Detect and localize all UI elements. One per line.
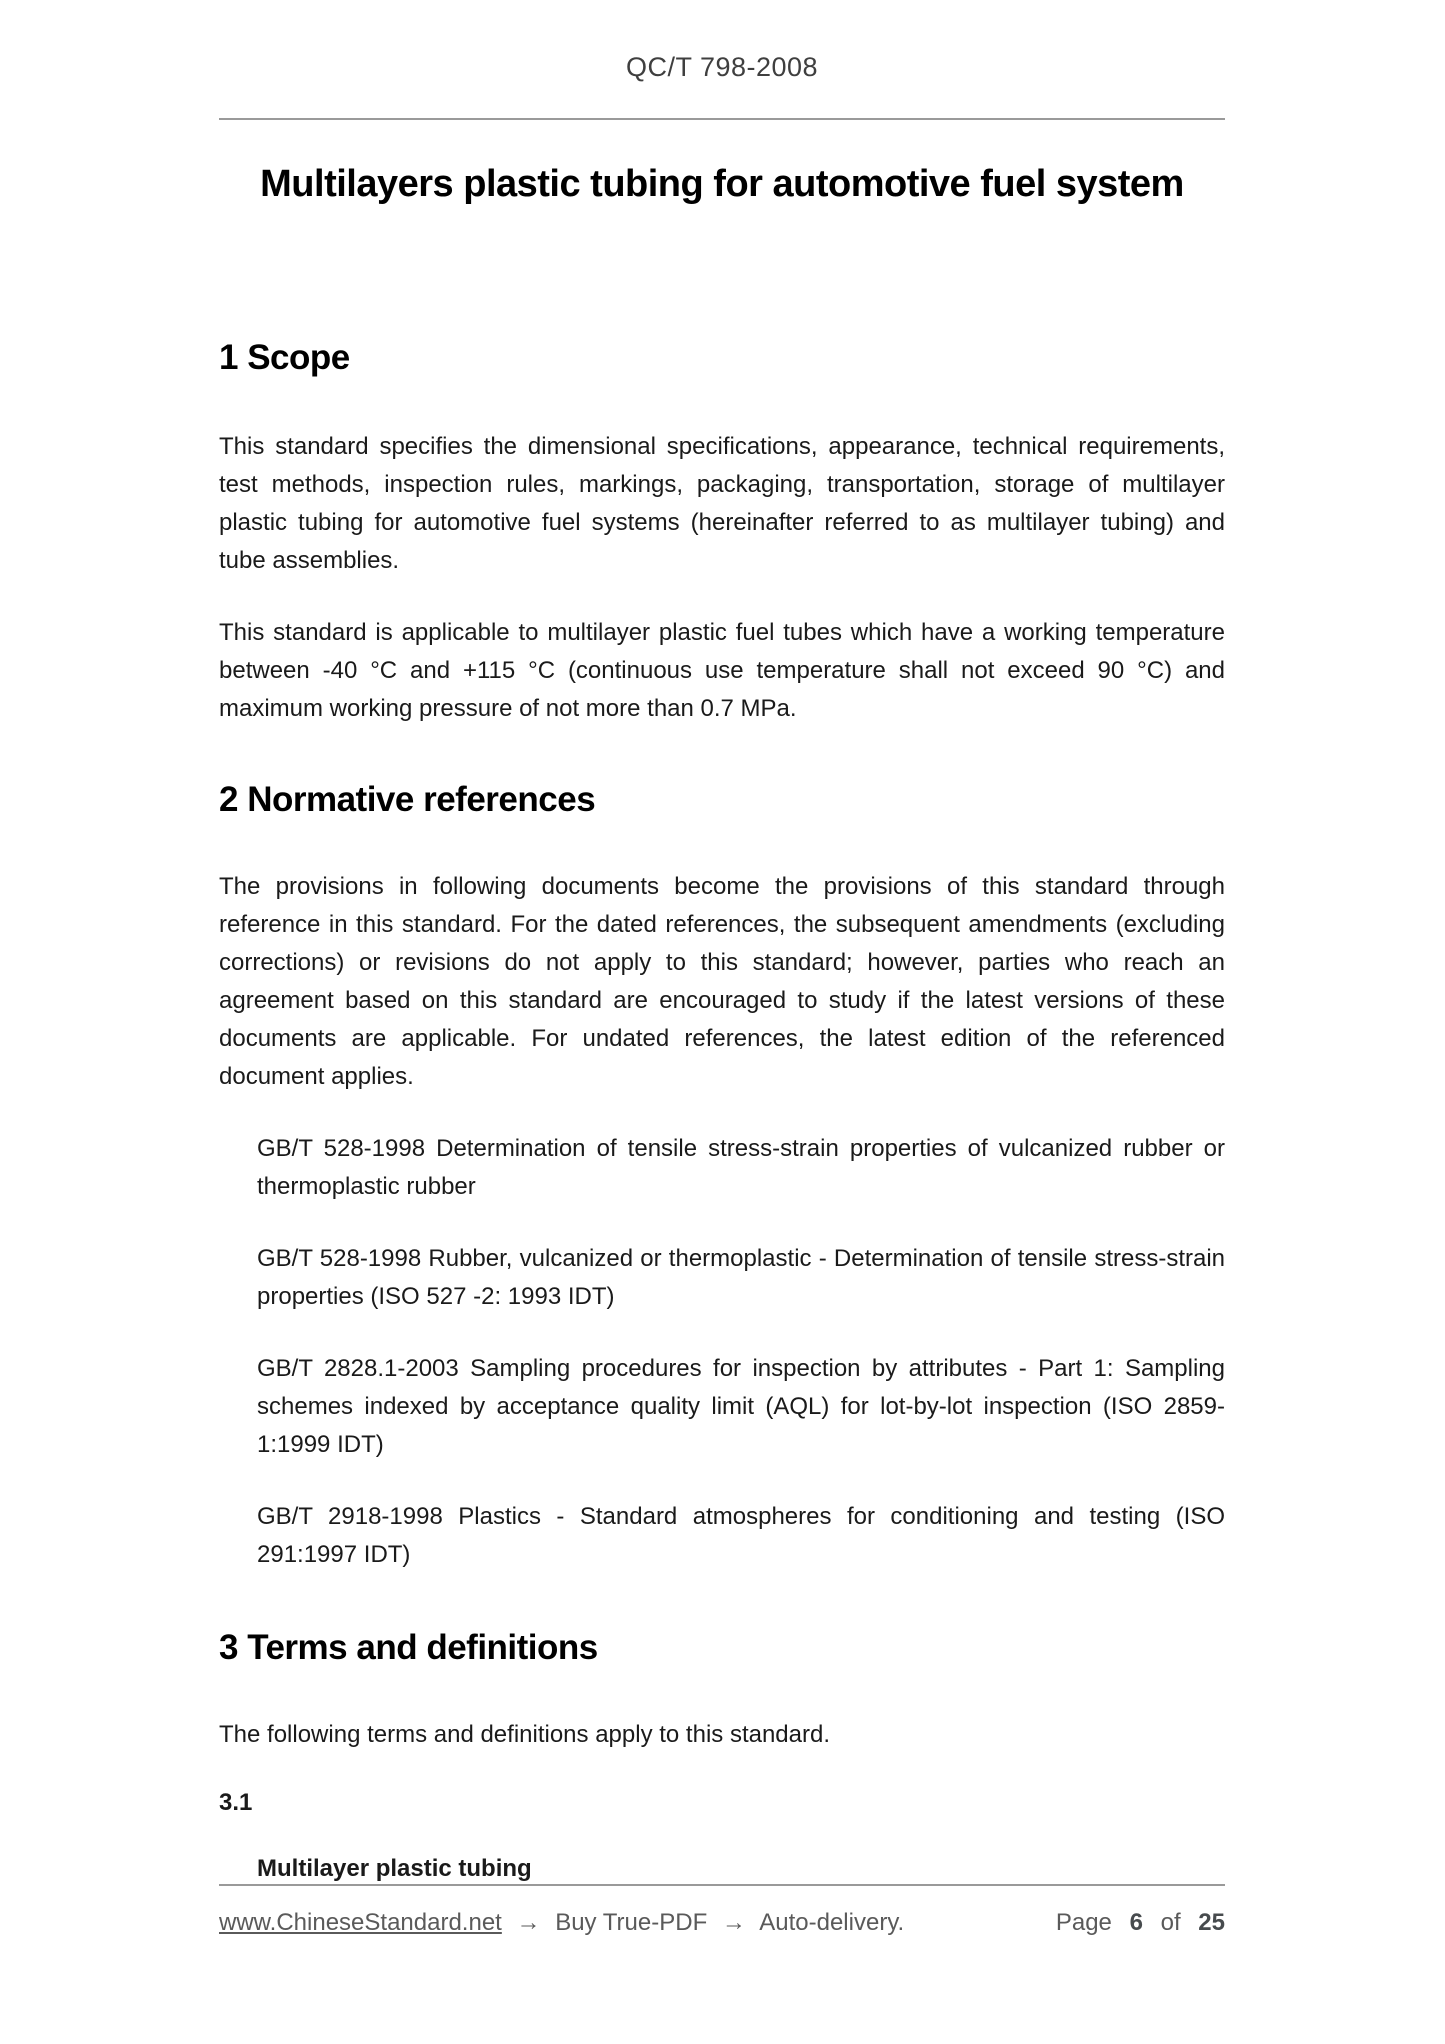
header-doc-number: QC/T 798-2008 xyxy=(625,52,819,82)
document-title: Multilayers plastic tubing for automotive fuel system xyxy=(260,163,1184,205)
right-arrow-icon: → xyxy=(516,1909,541,1936)
term-name: Multilayer plastic tubing xyxy=(257,1855,532,1882)
reference-item: GB/T 2918-1998 Plastics - Standard atmospheres for conditioning and testing (ISO 291:1997 IDT) xyxy=(257,1503,1225,1568)
reference-item: GB/T 528-1998 Rubber, vulcanized or thermoplastic - Determination of tensile stress-strain properties (ISO 527 -2: 1993 IDT) xyxy=(257,1245,1225,1310)
of-label: of xyxy=(1160,1909,1181,1936)
page-indicator xyxy=(1056,1908,1225,1938)
reference-item: GB/T 528-1998 Determination of tensile stress-strain properties of vulcanized rubber or thermoplastic rubber xyxy=(257,1135,1225,1200)
terms-intro-paragraph: The following terms and definitions apply to this standard. xyxy=(219,1721,831,1748)
section-heading-scope: 1 Scope xyxy=(219,338,350,377)
footer-site-link[interactable]: www.ChineseStandard.net xyxy=(219,1909,502,1936)
scope-paragraph-1: This standard specifies the dimensional specifications, appearance, technical requirements, test methods, inspection rules, markings, packaging, transportation, storage of multilayer plastic tubing for automotive fuel systems (hereinafter referred to as multilayer tubing) and tube assemblies. xyxy=(219,433,1225,574)
total-page-number: 25 xyxy=(1198,1909,1225,1936)
normative-references-paragraph: The provisions in following documents become the provisions of this standard through reference in this standard. For the dated references, the subsequent amendments (excluding corrections) or revisions do not apply to this standard; however, parties who reach an agreement based on this standard are encouraged to study if the latest versions of these documents are applicable. For undated references, the latest edition of the referenced document applies. xyxy=(219,873,1225,1090)
footer-buy-label: Buy True-PDF xyxy=(555,1909,708,1936)
section-heading-normative-references: 2 Normative references xyxy=(219,780,596,819)
reference-item: GB/T 2828.1-2003 Sampling procedures for inspection by attributes - Part 1: Sampling schemes indexed by acceptance quality limit (AQL) for lot-by-lot inspection (ISO 2859-1:1999 IDT) xyxy=(257,1355,1225,1458)
footer-rule xyxy=(219,1884,1225,1886)
right-arrow-icon: → xyxy=(721,1909,746,1936)
term-number: 3.1 xyxy=(219,1789,253,1816)
footer-links xyxy=(219,1908,904,1938)
page-label: Page xyxy=(1055,1909,1112,1936)
page-content xyxy=(219,0,1225,1888)
footer-delivery-label: Auto-delivery. xyxy=(759,1909,905,1936)
page-footer xyxy=(219,1884,1225,1938)
footer-row xyxy=(219,1908,1225,1938)
current-page-number: 6 xyxy=(1129,1909,1143,1936)
section-heading-terms-definitions: 3 Terms and definitions xyxy=(219,1628,598,1667)
header-rule xyxy=(219,118,1225,120)
scope-paragraph-2: This standard is applicable to multilayer plastic fuel tubes which have a working temperature between -40 °C and +115 °C (continuous use temperature shall not exceed 90 °C) and maximum working pressure of not more than 0.7 MPa. xyxy=(219,619,1225,722)
